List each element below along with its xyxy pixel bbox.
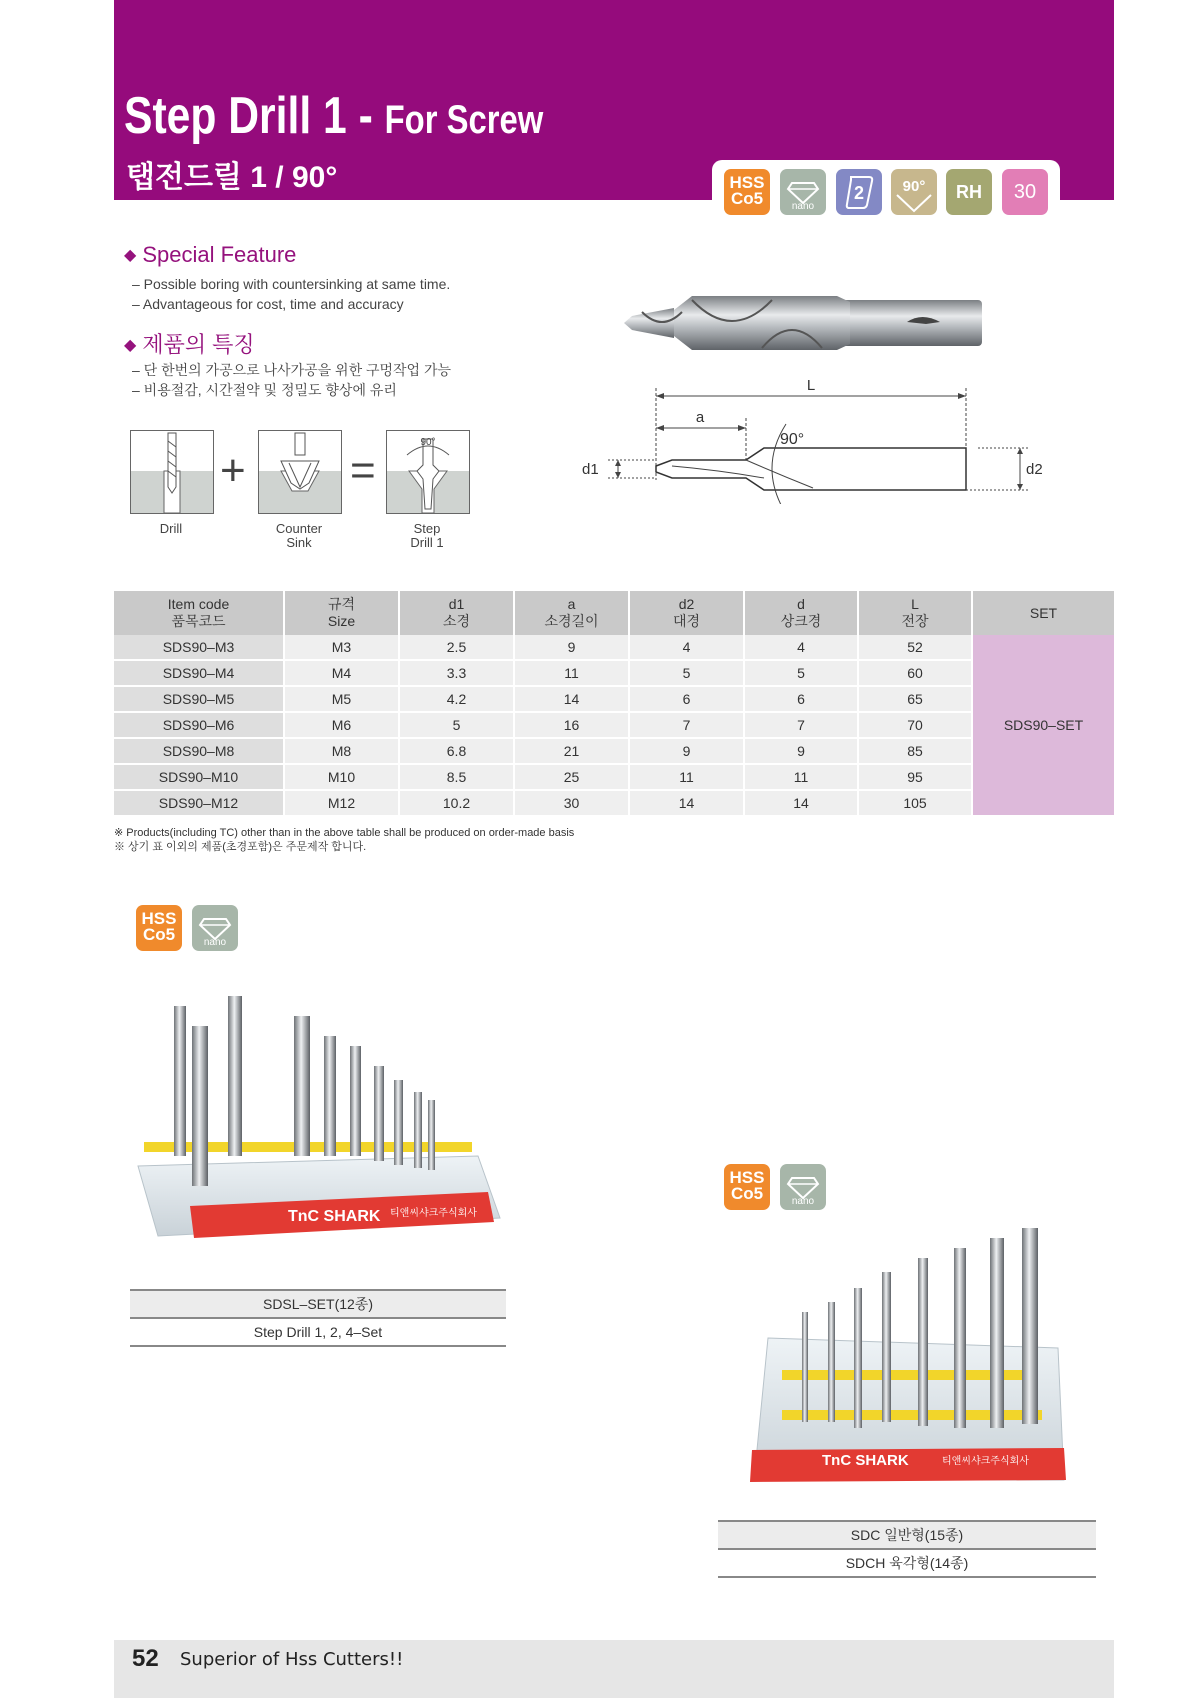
- point-angle-icon: [891, 169, 937, 215]
- feature-list-ko: [132, 360, 451, 400]
- helix-count: 2: [853, 183, 865, 203]
- countersink-caption: [258, 522, 340, 550]
- table-row: [114, 738, 1114, 764]
- equals-icon: =: [350, 446, 376, 495]
- feature-item: – 비용절감, 시간절약 및 정밀도 향상에 유리: [132, 382, 397, 398]
- cell-item-code: SDS90–M6: [114, 712, 284, 738]
- hss-co5-badge: [724, 1164, 770, 1210]
- cell-item-code: SDS90–M5: [114, 686, 284, 712]
- step-drill-caption: [386, 522, 468, 550]
- footer-slogan: Superior of Hss Cutters!!: [180, 1649, 404, 1670]
- col-L: L 전장: [858, 591, 972, 635]
- col-size: 규격 Size: [284, 591, 399, 635]
- set-model-label: SDSL–SET(12종): [130, 1291, 506, 1319]
- dim-angle-label: 90°: [780, 431, 805, 448]
- table-row: [114, 660, 1114, 686]
- co5-label: Co5: [142, 925, 176, 944]
- note-line: ※ Products(including TC) other than in the above table shall be produced on order-made basis: [114, 827, 575, 839]
- nano-label: nano: [203, 937, 227, 948]
- angle-label: 90°: [902, 178, 926, 195]
- set-model-label: SDC 일반형(15종): [718, 1522, 1096, 1550]
- left-set-caption: [130, 1289, 506, 1347]
- cell-size: M5: [284, 686, 399, 712]
- cell-a: 9: [514, 635, 629, 660]
- table-row: [114, 635, 1114, 660]
- dim-d1-label: d1: [582, 461, 599, 478]
- cell-d1: 4.2: [399, 686, 514, 712]
- table-row: [114, 712, 1114, 738]
- table-row: [114, 790, 1114, 816]
- page-title: [124, 88, 543, 148]
- nano-label: nano: [791, 1196, 815, 1207]
- cell-d: 7: [744, 712, 858, 738]
- cell-d: 6: [744, 686, 858, 712]
- drill-diagram: [130, 430, 214, 514]
- drill-set-photo-right: [742, 1218, 1072, 1498]
- cell-item-code: SDS90–M8: [114, 738, 284, 764]
- right-set-caption: [718, 1520, 1096, 1578]
- feature-item: – Possible boring with countersinking at same time.: [132, 276, 451, 292]
- cell-d2: 5: [629, 660, 744, 686]
- feature-heading-en-text: Special Feature: [142, 242, 297, 267]
- table-row: [114, 686, 1114, 712]
- cell-L: 70: [858, 712, 972, 738]
- cell-d1: 2.5: [399, 635, 514, 660]
- feature-heading-en: ◆ Special Feature: [124, 242, 297, 267]
- hss-label: HSS: [729, 1168, 765, 1187]
- title-sub-text: For Screw: [384, 98, 544, 142]
- feature-item: – 단 한번의 가공으로 나사가공을 위한 구멍작업 가능: [132, 362, 452, 378]
- plus-icon: +: [220, 446, 246, 495]
- cell-a: 11: [514, 660, 629, 686]
- cell-d: 14: [744, 790, 858, 816]
- co5-label: Co5: [730, 189, 764, 208]
- brand-label: TnC SHARK: [288, 1208, 381, 1225]
- cell-a: 21: [514, 738, 629, 764]
- cell-d1: 10.2: [399, 790, 514, 816]
- feature-heading-ko: ◆ 제품의 특징: [124, 332, 255, 357]
- drill-caption: Drill: [159, 521, 183, 536]
- drill-set-photo-left: [128, 986, 508, 1261]
- table-notes: [114, 826, 574, 854]
- page-title-ko: 탭전드릴 1 / 90°: [126, 161, 338, 194]
- cell-a: 16: [514, 712, 629, 738]
- caption-line: Step: [413, 521, 441, 536]
- cell-d1: 3.3: [399, 660, 514, 686]
- page-number: 52: [132, 1645, 159, 1672]
- cell-L: 105: [858, 790, 972, 816]
- cell-item-code: SDS90–M3: [114, 635, 284, 660]
- caption-line: Drill 1: [410, 535, 444, 550]
- cell-d1: 6.8: [399, 738, 514, 764]
- cell-size: M6: [284, 712, 399, 738]
- cell-L: 85: [858, 738, 972, 764]
- hss-co5-badge: [724, 169, 770, 215]
- dimension-drawing: [568, 374, 1048, 504]
- col-d: d 상크경: [744, 591, 858, 635]
- cell-d2: 4: [629, 635, 744, 660]
- co5-label: Co5: [730, 1184, 764, 1203]
- cell-size: M12: [284, 790, 399, 816]
- cell-d: 11: [744, 764, 858, 790]
- cell-a: 30: [514, 790, 629, 816]
- dim-a-label: a: [695, 409, 705, 426]
- set-desc-label: SDCH 육각형(14종): [718, 1550, 1096, 1578]
- hss-label: HSS: [729, 173, 765, 192]
- dim-L-label: L: [806, 377, 816, 394]
- col-item-code: Item code 품목코드: [114, 591, 284, 635]
- feature-list-en: [132, 274, 450, 314]
- brand-ko-label: 티앤씨샤크주식회사: [390, 1208, 477, 1219]
- nano-label: nano: [791, 201, 815, 212]
- nano-coating-badge: [780, 1164, 826, 1210]
- cell-a: 25: [514, 764, 629, 790]
- process-angle-label: 90°: [420, 437, 436, 448]
- helix-badge: [836, 169, 882, 215]
- cell-d2: 11: [629, 764, 744, 790]
- note-line: ※ 상기 표 이외의 제품(초경포함)은 주문제작 합니다.: [114, 841, 367, 853]
- cell-d2: 9: [629, 738, 744, 764]
- cell-size: M10: [284, 764, 399, 790]
- cell-d1: 8.5: [399, 764, 514, 790]
- cell-L: 95: [858, 764, 972, 790]
- cell-d: 4: [744, 635, 858, 660]
- brand-label: TnC SHARK: [822, 1452, 909, 1469]
- cell-item-code: SDS90–M12: [114, 790, 284, 816]
- hss-co5-badge: [136, 905, 182, 951]
- cell-size: M8: [284, 738, 399, 764]
- cell-d2: 6: [629, 686, 744, 712]
- nano-coating-badge: [192, 905, 238, 951]
- cell-a: 14: [514, 686, 629, 712]
- brand-ko-label: 티앤씨샤크주식회사: [942, 1456, 1029, 1467]
- caption-line: Counter: [275, 521, 323, 536]
- step-drill-photo: [622, 282, 984, 364]
- table-header-row: [114, 591, 1114, 635]
- table-row: [114, 764, 1114, 790]
- feature-item: – Advantageous for cost, time and accuracy: [132, 296, 404, 312]
- nano-coating-badge: [780, 169, 826, 215]
- helix-flute-icon: [836, 169, 882, 215]
- cell-size: M4: [284, 660, 399, 686]
- dim-d2-label: d2: [1026, 461, 1043, 478]
- angle-badge: [891, 169, 937, 215]
- cell-d: 9: [744, 738, 858, 764]
- feature-heading-ko-text: 제품의 특징: [142, 332, 255, 357]
- cell-L: 60: [858, 660, 972, 686]
- col-d2: d2 대경: [629, 591, 744, 635]
- cell-d1: 5: [399, 712, 514, 738]
- cell-size: M3: [284, 635, 399, 660]
- set-desc-label: Step Drill 1, 2, 4–Set: [130, 1319, 506, 1347]
- countersink-diagram: [258, 430, 342, 514]
- col-d1: d1 소경: [399, 591, 514, 635]
- cell-L: 65: [858, 686, 972, 712]
- rh-badge: RH: [946, 169, 992, 215]
- col-set: SET: [972, 591, 1114, 635]
- cell-L: 52: [858, 635, 972, 660]
- col-a: a 소경길이: [514, 591, 629, 635]
- cell-item-code: SDS90–M10: [114, 764, 284, 790]
- step-drill-diagram: [386, 430, 470, 514]
- caption-line: Sink: [286, 535, 312, 550]
- cell-d: 5: [744, 660, 858, 686]
- cell-set: SDS90–SET: [972, 635, 1114, 816]
- spec-table: [114, 591, 1114, 817]
- helix-angle-badge: 30: [1002, 169, 1048, 215]
- cell-d2: 14: [629, 790, 744, 816]
- hss-label: HSS: [141, 909, 177, 928]
- title-main-text: Step Drill 1 -: [124, 87, 373, 145]
- cell-d2: 7: [629, 712, 744, 738]
- cell-item-code: SDS90–M4: [114, 660, 284, 686]
